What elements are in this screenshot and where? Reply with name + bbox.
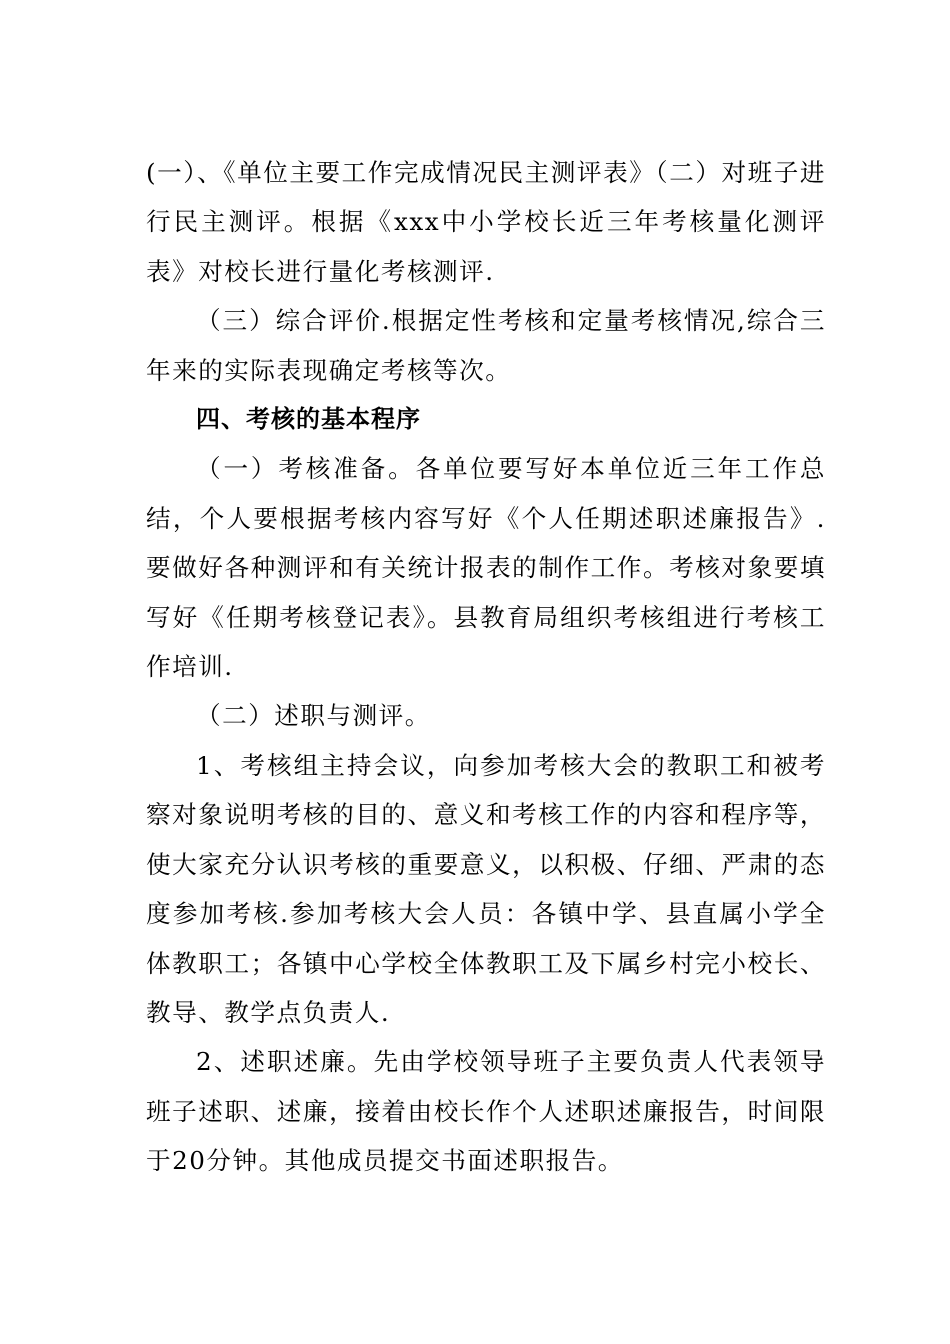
paragraph-evaluation-forms: (一）、《单位主要工作完成情况民主测评表》（二）对班子进行民主测评。根据《xxx中小学校长近三年考核量化测评表》对校长进行量化考核测评.	[146, 158, 826, 286]
paragraph-comprehensive-evaluation: （三）综合评价.根据定性考核和定量考核情况,综合三年来的实际表现确定考核等次。	[146, 306, 826, 385]
paragraph-report-and-evaluation: （二）述职与测评。	[196, 701, 431, 731]
section-heading-procedure: 四、考核的基本程序	[196, 405, 421, 434]
document-page	[146, 148, 826, 1186]
paragraph-item-1: 1、考核组主持会议，向参加考核大会的教职工和被考察对象说明考核的目的、意义和考核工作的内容和程序等，使大家充分认识考核的重要意义，以积极、仔细、严肃的态度参加考核.参加考核大会人员：各镇中学、县直属小学全体教职工；各镇中心学校全体教职工及下属乡村完小校长、教导、教学点负责人.	[146, 750, 826, 1027]
paragraph-preparation: （一）考核准备。各单位要写好本单位近三年工作总结，个人要根据考核内容写好《个人任期述职述廉报告》.要做好各种测评和有关统计报表的制作工作。考核对象要填写好《任期考核登记表》。县教育局组织考核组进行考核工作培训.	[146, 454, 826, 682]
paragraph-item-2: 2、述职述廉。先由学校领导班子主要负责人代表领导班子述职、述廉，接着由校长作个人述职述廉报告，时间限于20分钟。其他成员提交书面述职报告。	[146, 1047, 826, 1176]
